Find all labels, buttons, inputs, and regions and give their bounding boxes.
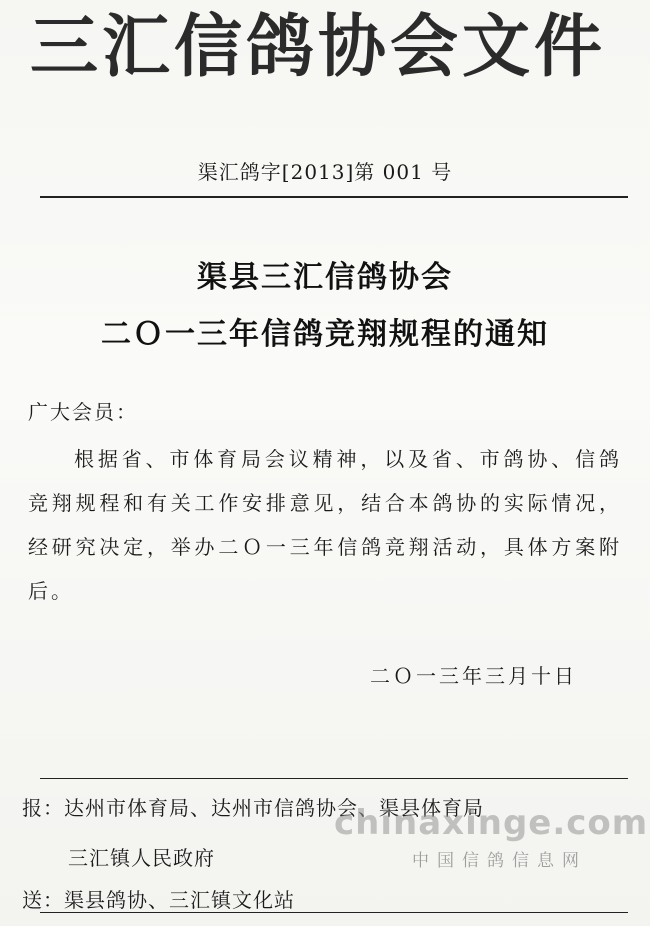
header-divider — [40, 196, 628, 198]
report-to-line: 报：达州市体育局、达州市信鸽协会、渠县体育局 — [22, 796, 484, 820]
issue-date: 二Ｏ一三年三月十日 — [370, 664, 577, 688]
watermark-site-name: 中国信鸽信息网 — [412, 851, 587, 871]
salutation: 广大会员： — [28, 400, 138, 424]
notice-title-line-1: 渠县三汇信鸽协会 — [197, 260, 453, 295]
document-number: 渠汇鸽字[2013]第 001 号 — [197, 160, 453, 184]
send-to-line: 送：渠县鸽协、三汇镇文化站 — [22, 888, 295, 912]
report-to-line-continued: 三汇镇人民政府 — [68, 846, 215, 870]
notice-title-line-2: 二Ｏ一三年信鸽竞翔规程的通知 — [101, 317, 549, 352]
distribution-top-divider — [40, 778, 628, 779]
org-header-title: 三汇信鸽协会文件 — [30, 8, 607, 87]
body-paragraph: 根据省、市体育局会议精神，以及省、市鸽协、信鸽竞翔规程和有关工作安排意见，结合本鸽协的实际情况，经研究决定，举办二Ｏ一三年信鸽竞翔活动，具体方案附后。 — [28, 447, 622, 603]
watermark-domain: chinaxinge.com — [334, 803, 649, 843]
distribution-bottom-divider — [40, 912, 628, 913]
